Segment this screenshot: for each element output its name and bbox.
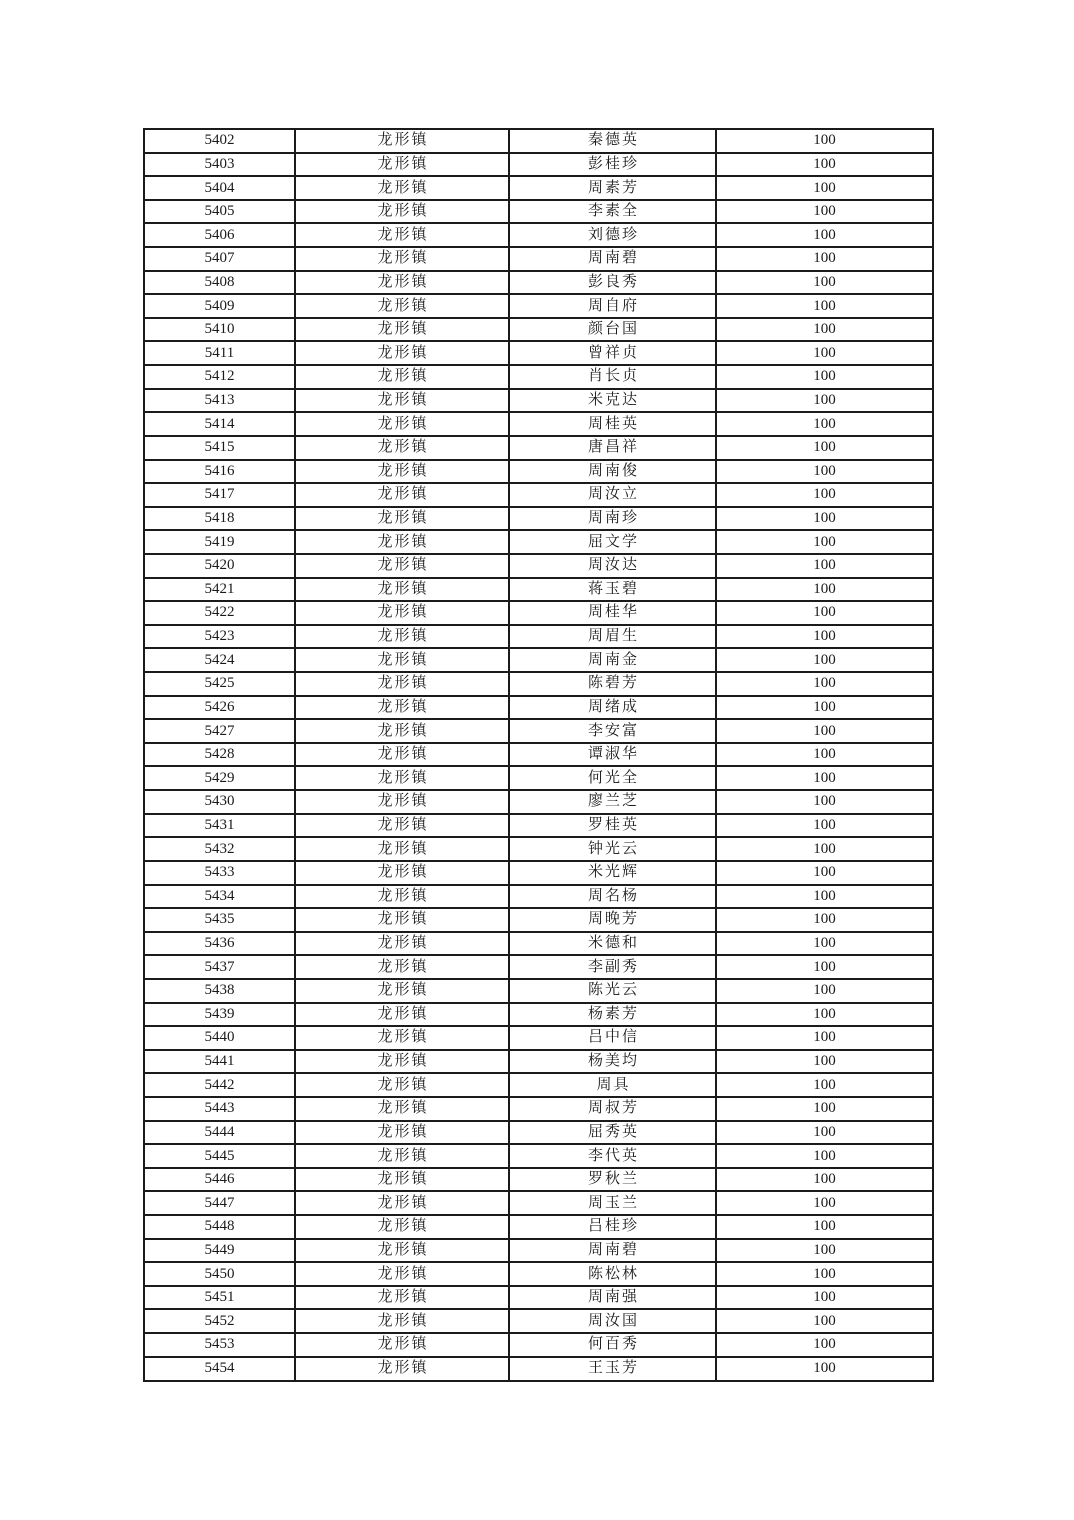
cell-score: 100 — [716, 648, 933, 672]
cell-town-name: 龙形镇 — [295, 861, 509, 885]
cell-score: 100 — [716, 1003, 933, 1027]
table-row — [144, 578, 933, 602]
cell-score: 100 — [716, 436, 933, 460]
cell-serial-number: 5429 — [144, 766, 295, 790]
table-row — [144, 318, 933, 342]
table-row — [144, 483, 933, 507]
cell-serial-number: 5403 — [144, 153, 295, 177]
cell-person-name: 刘德珍 — [509, 223, 716, 247]
cell-town-name: 龙形镇 — [295, 460, 509, 484]
cell-score: 100 — [716, 814, 933, 838]
cell-score: 100 — [716, 1215, 933, 1239]
cell-person-name: 周南俊 — [509, 460, 716, 484]
cell-serial-number: 5420 — [144, 554, 295, 578]
table-body — [144, 129, 933, 1381]
cell-person-name: 彭良秀 — [509, 271, 716, 295]
cell-town-name: 龙形镇 — [295, 1144, 509, 1168]
table-row — [144, 436, 933, 460]
table-row — [144, 1215, 933, 1239]
cell-serial-number: 5411 — [144, 341, 295, 365]
cell-serial-number: 5436 — [144, 932, 295, 956]
table-row — [144, 1357, 933, 1381]
cell-town-name: 龙形镇 — [295, 1191, 509, 1215]
cell-town-name: 龙形镇 — [295, 979, 509, 1003]
cell-serial-number: 5427 — [144, 719, 295, 743]
cell-person-name: 陈松林 — [509, 1262, 716, 1286]
cell-town-name: 龙形镇 — [295, 1073, 509, 1097]
cell-serial-number: 5445 — [144, 1144, 295, 1168]
cell-town-name: 龙形镇 — [295, 1262, 509, 1286]
cell-serial-number: 5424 — [144, 648, 295, 672]
cell-serial-number: 5434 — [144, 885, 295, 909]
cell-serial-number: 5408 — [144, 271, 295, 295]
cell-town-name: 龙形镇 — [295, 885, 509, 909]
cell-serial-number: 5402 — [144, 129, 295, 153]
cell-town-name: 龙形镇 — [295, 672, 509, 696]
cell-person-name: 李安富 — [509, 719, 716, 743]
cell-serial-number: 5441 — [144, 1050, 295, 1074]
cell-serial-number: 5418 — [144, 507, 295, 531]
table-row — [144, 389, 933, 413]
table-row — [144, 1003, 933, 1027]
table-row — [144, 1073, 933, 1097]
cell-score: 100 — [716, 743, 933, 767]
cell-person-name: 周南碧 — [509, 247, 716, 271]
cell-serial-number: 5437 — [144, 955, 295, 979]
cell-serial-number: 5446 — [144, 1168, 295, 1192]
cell-score: 100 — [716, 153, 933, 177]
cell-town-name: 龙形镇 — [295, 1239, 509, 1263]
cell-score: 100 — [716, 1262, 933, 1286]
cell-score: 100 — [716, 483, 933, 507]
table-row — [144, 790, 933, 814]
table-row — [144, 507, 933, 531]
cell-person-name: 屈秀英 — [509, 1121, 716, 1145]
table-row — [144, 601, 933, 625]
cell-town-name: 龙形镇 — [295, 530, 509, 554]
cell-person-name: 周绪成 — [509, 696, 716, 720]
cell-score: 100 — [716, 1191, 933, 1215]
cell-town-name: 龙形镇 — [295, 837, 509, 861]
table-row — [144, 979, 933, 1003]
cell-person-name: 周南金 — [509, 648, 716, 672]
cell-person-name: 罗秋兰 — [509, 1168, 716, 1192]
cell-serial-number: 5419 — [144, 530, 295, 554]
cell-person-name: 蒋玉碧 — [509, 578, 716, 602]
cell-town-name: 龙形镇 — [295, 153, 509, 177]
cell-serial-number: 5409 — [144, 294, 295, 318]
cell-person-name: 周玉兰 — [509, 1191, 716, 1215]
table-row — [144, 1144, 933, 1168]
cell-score: 100 — [716, 1097, 933, 1121]
table-row — [144, 1050, 933, 1074]
cell-person-name: 罗桂英 — [509, 814, 716, 838]
table-row — [144, 766, 933, 790]
cell-score: 100 — [716, 837, 933, 861]
cell-score: 100 — [716, 176, 933, 200]
cell-town-name: 龙形镇 — [295, 200, 509, 224]
table-row — [144, 294, 933, 318]
cell-serial-number: 5423 — [144, 625, 295, 649]
table-row — [144, 1191, 933, 1215]
cell-town-name: 龙形镇 — [295, 1215, 509, 1239]
cell-serial-number: 5422 — [144, 601, 295, 625]
cell-person-name: 陈光云 — [509, 979, 716, 1003]
table-row — [144, 129, 933, 153]
table-row — [144, 200, 933, 224]
cell-person-name: 周素芳 — [509, 176, 716, 200]
cell-score: 100 — [716, 247, 933, 271]
table-row — [144, 530, 933, 554]
table-row — [144, 365, 933, 389]
cell-town-name: 龙形镇 — [295, 601, 509, 625]
cell-town-name: 龙形镇 — [295, 341, 509, 365]
cell-serial-number: 5404 — [144, 176, 295, 200]
cell-score: 100 — [716, 223, 933, 247]
cell-person-name: 钟光云 — [509, 837, 716, 861]
cell-serial-number: 5428 — [144, 743, 295, 767]
table-row — [144, 814, 933, 838]
cell-person-name: 屈文学 — [509, 530, 716, 554]
cell-person-name: 唐昌祥 — [509, 436, 716, 460]
cell-score: 100 — [716, 1239, 933, 1263]
cell-person-name: 周南强 — [509, 1286, 716, 1310]
table-row — [144, 271, 933, 295]
cell-town-name: 龙形镇 — [295, 271, 509, 295]
cell-person-name: 廖兰芝 — [509, 790, 716, 814]
cell-score: 100 — [716, 200, 933, 224]
cell-town-name: 龙形镇 — [295, 648, 509, 672]
table-row — [144, 176, 933, 200]
cell-score: 100 — [716, 1121, 933, 1145]
cell-serial-number: 5430 — [144, 790, 295, 814]
cell-town-name: 龙形镇 — [295, 1003, 509, 1027]
cell-person-name: 米光辉 — [509, 861, 716, 885]
cell-score: 100 — [716, 766, 933, 790]
cell-serial-number: 5443 — [144, 1097, 295, 1121]
cell-person-name: 吕中信 — [509, 1026, 716, 1050]
table-row — [144, 153, 933, 177]
table-row — [144, 1097, 933, 1121]
cell-serial-number: 5442 — [144, 1073, 295, 1097]
cell-serial-number: 5448 — [144, 1215, 295, 1239]
cell-serial-number: 5454 — [144, 1357, 295, 1381]
cell-town-name: 龙形镇 — [295, 412, 509, 436]
cell-person-name: 彭桂珍 — [509, 153, 716, 177]
cell-score: 100 — [716, 1050, 933, 1074]
cell-town-name: 龙形镇 — [295, 294, 509, 318]
cell-score: 100 — [716, 129, 933, 153]
table-row — [144, 247, 933, 271]
cell-town-name: 龙形镇 — [295, 719, 509, 743]
cell-person-name: 米德和 — [509, 932, 716, 956]
table-row — [144, 837, 933, 861]
cell-person-name: 周南碧 — [509, 1239, 716, 1263]
cell-person-name: 秦德英 — [509, 129, 716, 153]
cell-person-name: 米克达 — [509, 389, 716, 413]
cell-person-name: 何光全 — [509, 766, 716, 790]
cell-score: 100 — [716, 271, 933, 295]
cell-serial-number: 5444 — [144, 1121, 295, 1145]
cell-town-name: 龙形镇 — [295, 247, 509, 271]
cell-person-name: 周眉生 — [509, 625, 716, 649]
cell-score: 100 — [716, 294, 933, 318]
cell-serial-number: 5407 — [144, 247, 295, 271]
cell-score: 100 — [716, 932, 933, 956]
cell-person-name: 王玉芳 — [509, 1357, 716, 1381]
table-row — [144, 1239, 933, 1263]
cell-score: 100 — [716, 578, 933, 602]
cell-serial-number: 5432 — [144, 837, 295, 861]
cell-person-name: 李代英 — [509, 1144, 716, 1168]
table-row — [144, 1262, 933, 1286]
cell-serial-number: 5450 — [144, 1262, 295, 1286]
cell-person-name: 周汝国 — [509, 1309, 716, 1333]
cell-score: 100 — [716, 625, 933, 649]
cell-serial-number: 5440 — [144, 1026, 295, 1050]
cell-town-name: 龙形镇 — [295, 176, 509, 200]
cell-serial-number: 5452 — [144, 1309, 295, 1333]
cell-person-name: 周晚芳 — [509, 908, 716, 932]
cell-score: 100 — [716, 1286, 933, 1310]
cell-score: 100 — [716, 955, 933, 979]
cell-person-name: 周名杨 — [509, 885, 716, 909]
table-row — [144, 625, 933, 649]
cell-town-name: 龙形镇 — [295, 1286, 509, 1310]
table-row — [144, 460, 933, 484]
cell-score: 100 — [716, 790, 933, 814]
cell-score: 100 — [716, 719, 933, 743]
cell-serial-number: 5415 — [144, 436, 295, 460]
cell-town-name: 龙形镇 — [295, 908, 509, 932]
cell-person-name: 谭淑华 — [509, 743, 716, 767]
table-row — [144, 861, 933, 885]
cell-serial-number: 5426 — [144, 696, 295, 720]
table-row — [144, 341, 933, 365]
cell-town-name: 龙形镇 — [295, 1097, 509, 1121]
cell-serial-number: 5414 — [144, 412, 295, 436]
cell-score: 100 — [716, 554, 933, 578]
cell-score: 100 — [716, 365, 933, 389]
cell-serial-number: 5439 — [144, 1003, 295, 1027]
table-row — [144, 1026, 933, 1050]
cell-score: 100 — [716, 530, 933, 554]
cell-serial-number: 5431 — [144, 814, 295, 838]
table-row — [144, 719, 933, 743]
table-row — [144, 412, 933, 436]
cell-score: 100 — [716, 507, 933, 531]
cell-serial-number: 5449 — [144, 1239, 295, 1263]
cell-town-name: 龙形镇 — [295, 507, 509, 531]
cell-score: 100 — [716, 460, 933, 484]
cell-score: 100 — [716, 318, 933, 342]
cell-person-name: 周桂英 — [509, 412, 716, 436]
table-row — [144, 932, 933, 956]
cell-person-name: 李副秀 — [509, 955, 716, 979]
cell-town-name: 龙形镇 — [295, 955, 509, 979]
cell-person-name: 何百秀 — [509, 1333, 716, 1357]
cell-serial-number: 5405 — [144, 200, 295, 224]
cell-town-name: 龙形镇 — [295, 365, 509, 389]
cell-town-name: 龙形镇 — [295, 1333, 509, 1357]
table-row — [144, 743, 933, 767]
cell-person-name: 周汝达 — [509, 554, 716, 578]
cell-town-name: 龙形镇 — [295, 1026, 509, 1050]
table-row — [144, 554, 933, 578]
cell-town-name: 龙形镇 — [295, 129, 509, 153]
cell-score: 100 — [716, 861, 933, 885]
cell-serial-number: 5451 — [144, 1286, 295, 1310]
cell-serial-number: 5421 — [144, 578, 295, 602]
cell-serial-number: 5438 — [144, 979, 295, 1003]
cell-score: 100 — [716, 1073, 933, 1097]
cell-town-name: 龙形镇 — [295, 436, 509, 460]
table-row — [144, 223, 933, 247]
cell-town-name: 龙形镇 — [295, 223, 509, 247]
table-row — [144, 672, 933, 696]
cell-score: 100 — [716, 979, 933, 1003]
table-row — [144, 885, 933, 909]
cell-town-name: 龙形镇 — [295, 1168, 509, 1192]
cell-score: 100 — [716, 1357, 933, 1381]
roster-table — [143, 128, 934, 1382]
table-row — [144, 955, 933, 979]
cell-score: 100 — [716, 908, 933, 932]
cell-person-name: 杨美均 — [509, 1050, 716, 1074]
table-row — [144, 696, 933, 720]
cell-score: 100 — [716, 885, 933, 909]
cell-score: 100 — [716, 412, 933, 436]
cell-score: 100 — [716, 1026, 933, 1050]
cell-score: 100 — [716, 341, 933, 365]
cell-town-name: 龙形镇 — [295, 578, 509, 602]
cell-score: 100 — [716, 696, 933, 720]
cell-serial-number: 5416 — [144, 460, 295, 484]
cell-town-name: 龙形镇 — [295, 483, 509, 507]
cell-serial-number: 5406 — [144, 223, 295, 247]
cell-town-name: 龙形镇 — [295, 554, 509, 578]
table-row — [144, 1333, 933, 1357]
table-row — [144, 648, 933, 672]
cell-serial-number: 5413 — [144, 389, 295, 413]
cell-serial-number: 5453 — [144, 1333, 295, 1357]
cell-person-name: 周南珍 — [509, 507, 716, 531]
cell-score: 100 — [716, 1333, 933, 1357]
table-row — [144, 1121, 933, 1145]
cell-serial-number: 5417 — [144, 483, 295, 507]
cell-serial-number: 5412 — [144, 365, 295, 389]
cell-person-name: 周具 — [509, 1073, 716, 1097]
cell-town-name: 龙形镇 — [295, 389, 509, 413]
table-row — [144, 908, 933, 932]
table-row — [144, 1286, 933, 1310]
cell-person-name: 杨素芳 — [509, 1003, 716, 1027]
cell-serial-number: 5410 — [144, 318, 295, 342]
cell-serial-number: 5447 — [144, 1191, 295, 1215]
cell-town-name: 龙形镇 — [295, 766, 509, 790]
cell-score: 100 — [716, 601, 933, 625]
cell-serial-number: 5435 — [144, 908, 295, 932]
cell-town-name: 龙形镇 — [295, 1121, 509, 1145]
cell-score: 100 — [716, 389, 933, 413]
cell-person-name: 曾祥贞 — [509, 341, 716, 365]
cell-town-name: 龙形镇 — [295, 318, 509, 342]
cell-town-name: 龙形镇 — [295, 790, 509, 814]
cell-person-name: 吕桂珍 — [509, 1215, 716, 1239]
cell-score: 100 — [716, 1144, 933, 1168]
cell-person-name: 颜台国 — [509, 318, 716, 342]
cell-town-name: 龙形镇 — [295, 625, 509, 649]
cell-person-name: 周桂华 — [509, 601, 716, 625]
table-row — [144, 1168, 933, 1192]
cell-town-name: 龙形镇 — [295, 1050, 509, 1074]
cell-town-name: 龙形镇 — [295, 932, 509, 956]
cell-town-name: 龙形镇 — [295, 743, 509, 767]
cell-town-name: 龙形镇 — [295, 1357, 509, 1381]
cell-score: 100 — [716, 1309, 933, 1333]
cell-person-name: 周叔芳 — [509, 1097, 716, 1121]
cell-serial-number: 5433 — [144, 861, 295, 885]
cell-person-name: 陈碧芳 — [509, 672, 716, 696]
cell-score: 100 — [716, 672, 933, 696]
cell-town-name: 龙形镇 — [295, 1309, 509, 1333]
cell-person-name: 李素全 — [509, 200, 716, 224]
cell-person-name: 周自府 — [509, 294, 716, 318]
cell-person-name: 周汝立 — [509, 483, 716, 507]
table-row — [144, 1309, 933, 1333]
cell-town-name: 龙形镇 — [295, 696, 509, 720]
cell-serial-number: 5425 — [144, 672, 295, 696]
cell-person-name: 肖长贞 — [509, 365, 716, 389]
cell-town-name: 龙形镇 — [295, 814, 509, 838]
cell-score: 100 — [716, 1168, 933, 1192]
